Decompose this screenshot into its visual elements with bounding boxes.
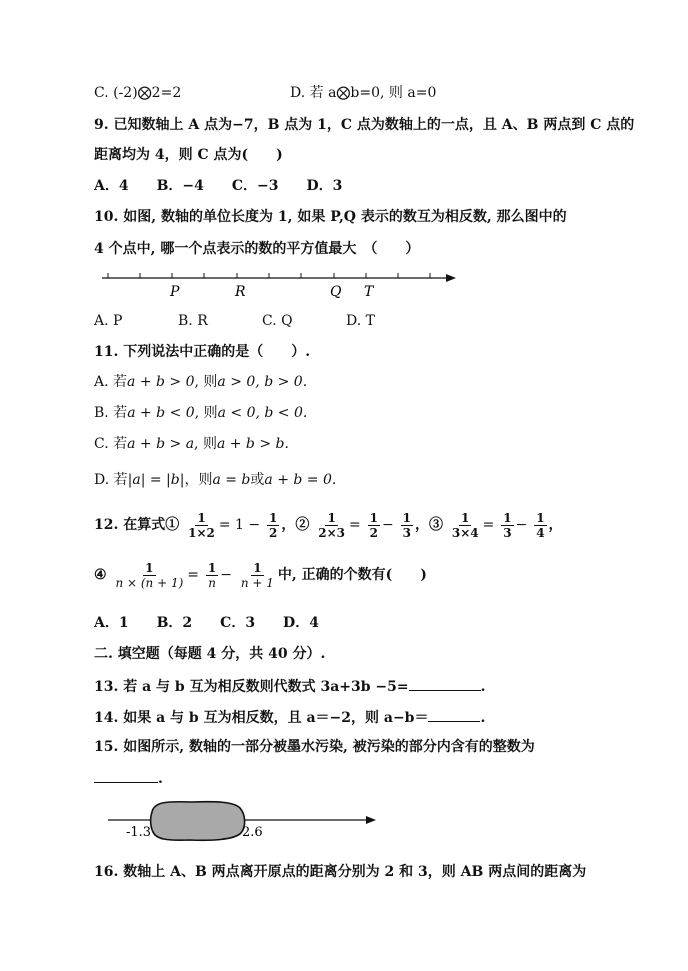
fraction: $\frac{1}{3}$ <box>503 510 512 540</box>
fraction: $\frac{1}{2}$ <box>269 510 278 540</box>
q15-stem-line1: 15. 如图所示, 数轴的一部分被墨水污染, 被污染的部分内含有的整数为 <box>94 739 535 755</box>
q8-option-c: C. (-2)⨂2=2 <box>94 85 182 101</box>
q12-line2: ④ $\frac{1}{n \times (n + 1)}$ = $\frac{1}{n}$ − $\frac{1}{n + 1}$ 中, 正确的个数有( ) <box>94 560 427 590</box>
q11-option-c: C. 若a + b > a, 则a + b > b. <box>94 436 289 452</box>
q14: 14. 如果 a 与 b 互为相反数，且 a＝−2，则 a−b＝ . <box>94 707 485 728</box>
fraction: $\frac{1}{3}$ <box>402 510 411 540</box>
point-p-label: P <box>170 284 180 300</box>
point-t-label: T <box>364 284 374 300</box>
left-label: -1.3 <box>126 825 152 840</box>
q10-stem-line1: 10. 如图, 数轴的单位长度为 1, 如果 P,Q 表示的数互为相反数, 那么图中的 <box>94 209 567 225</box>
fraction: $\frac{1}{n}$ <box>207 560 217 590</box>
q9-stem-line1: 9. 已知数轴上 A 点为−7，B 点为 1，C 点为数轴上的一点，且 A、B 两点到 C 点的 <box>94 117 635 133</box>
fraction: $\frac{1}{n + 1}$ <box>240 560 274 590</box>
axis-arrow <box>446 274 456 282</box>
fraction: $\frac{1}{4}$ <box>536 510 545 540</box>
q11-option-a: A. 若a + b > 0, 则a > 0, b > 0. <box>94 374 308 390</box>
q9-options: A．4 B．−4 C．−3 D．3 <box>94 178 343 194</box>
fraction: $\frac{1}{2}$ <box>369 510 378 540</box>
fraction: $\frac{1}{1\times 2}$ <box>188 510 215 540</box>
fraction: $\frac{1}{2\times 3}$ <box>318 510 346 540</box>
answer-blank <box>94 768 158 783</box>
q15-stem-line2: . <box>94 768 163 789</box>
q10-option-d: D. T <box>346 313 375 329</box>
q10-option-b: B. R <box>178 313 208 329</box>
q16-stem-line1: 16. 数轴上 A、B 两点离开原点的距离分别为 2 和 3，则 AB 两点间的距离为 <box>94 864 587 880</box>
point-q-label: Q <box>330 284 342 300</box>
q10-option-a: A. P <box>94 313 123 329</box>
fraction: $\frac{1}{3\times 4}$ <box>451 510 479 540</box>
q8-option-d: D. 若 a⨂b=0, 则 a=0 <box>290 85 437 101</box>
q10-stem-line2: 4 个点中, 哪一个点表示的数的平方值最大 （ ） <box>94 241 420 257</box>
q9-stem-line2: 距离均为 4，则 C 点为( ) <box>94 147 283 163</box>
right-label: 2.6 <box>242 825 263 840</box>
q11-stem: 11. 下列说法中正确的是（ ）. <box>94 344 311 360</box>
q11-option-d: D. 若|a| = |b|，则a = b或a + b = 0. <box>94 472 337 488</box>
q15-number-line <box>100 798 385 844</box>
q10-option-c: C. Q <box>262 313 293 329</box>
answer-blank <box>409 676 481 691</box>
answer-blank <box>428 707 480 722</box>
q12-line1: 12. 在算式① $\frac{1}{1\times 2}$ = 1 − $\frac{1}{2}$ ，② $\frac{1}{2\times 3}$ = $\frac{1}{2}$ − $\frac{1}{3}$ ，③ $\frac{1}{3\times 4}$ = $\frac{1}{3}$ − $\frac{1}{4}$ ， <box>94 510 563 540</box>
q13: 13. 若 a 与 b 互为相反数则代数式 3a+3b −5= . <box>94 676 486 697</box>
q10-number-line <box>90 264 460 304</box>
section-title: 二. 填空题（每题 4 分，共 40 分）. <box>94 646 326 662</box>
q11-option-b: B. 若a + b < 0, 则a < 0, b < 0. <box>94 405 308 421</box>
fraction: $\frac{1}{n \times (n + 1)}$ <box>115 560 184 590</box>
ink-blot <box>151 802 245 841</box>
axis-arrow <box>366 816 376 824</box>
q12-options: A．1 B．2 C．3 D．4 <box>94 615 319 631</box>
point-r-label: R <box>235 284 246 300</box>
